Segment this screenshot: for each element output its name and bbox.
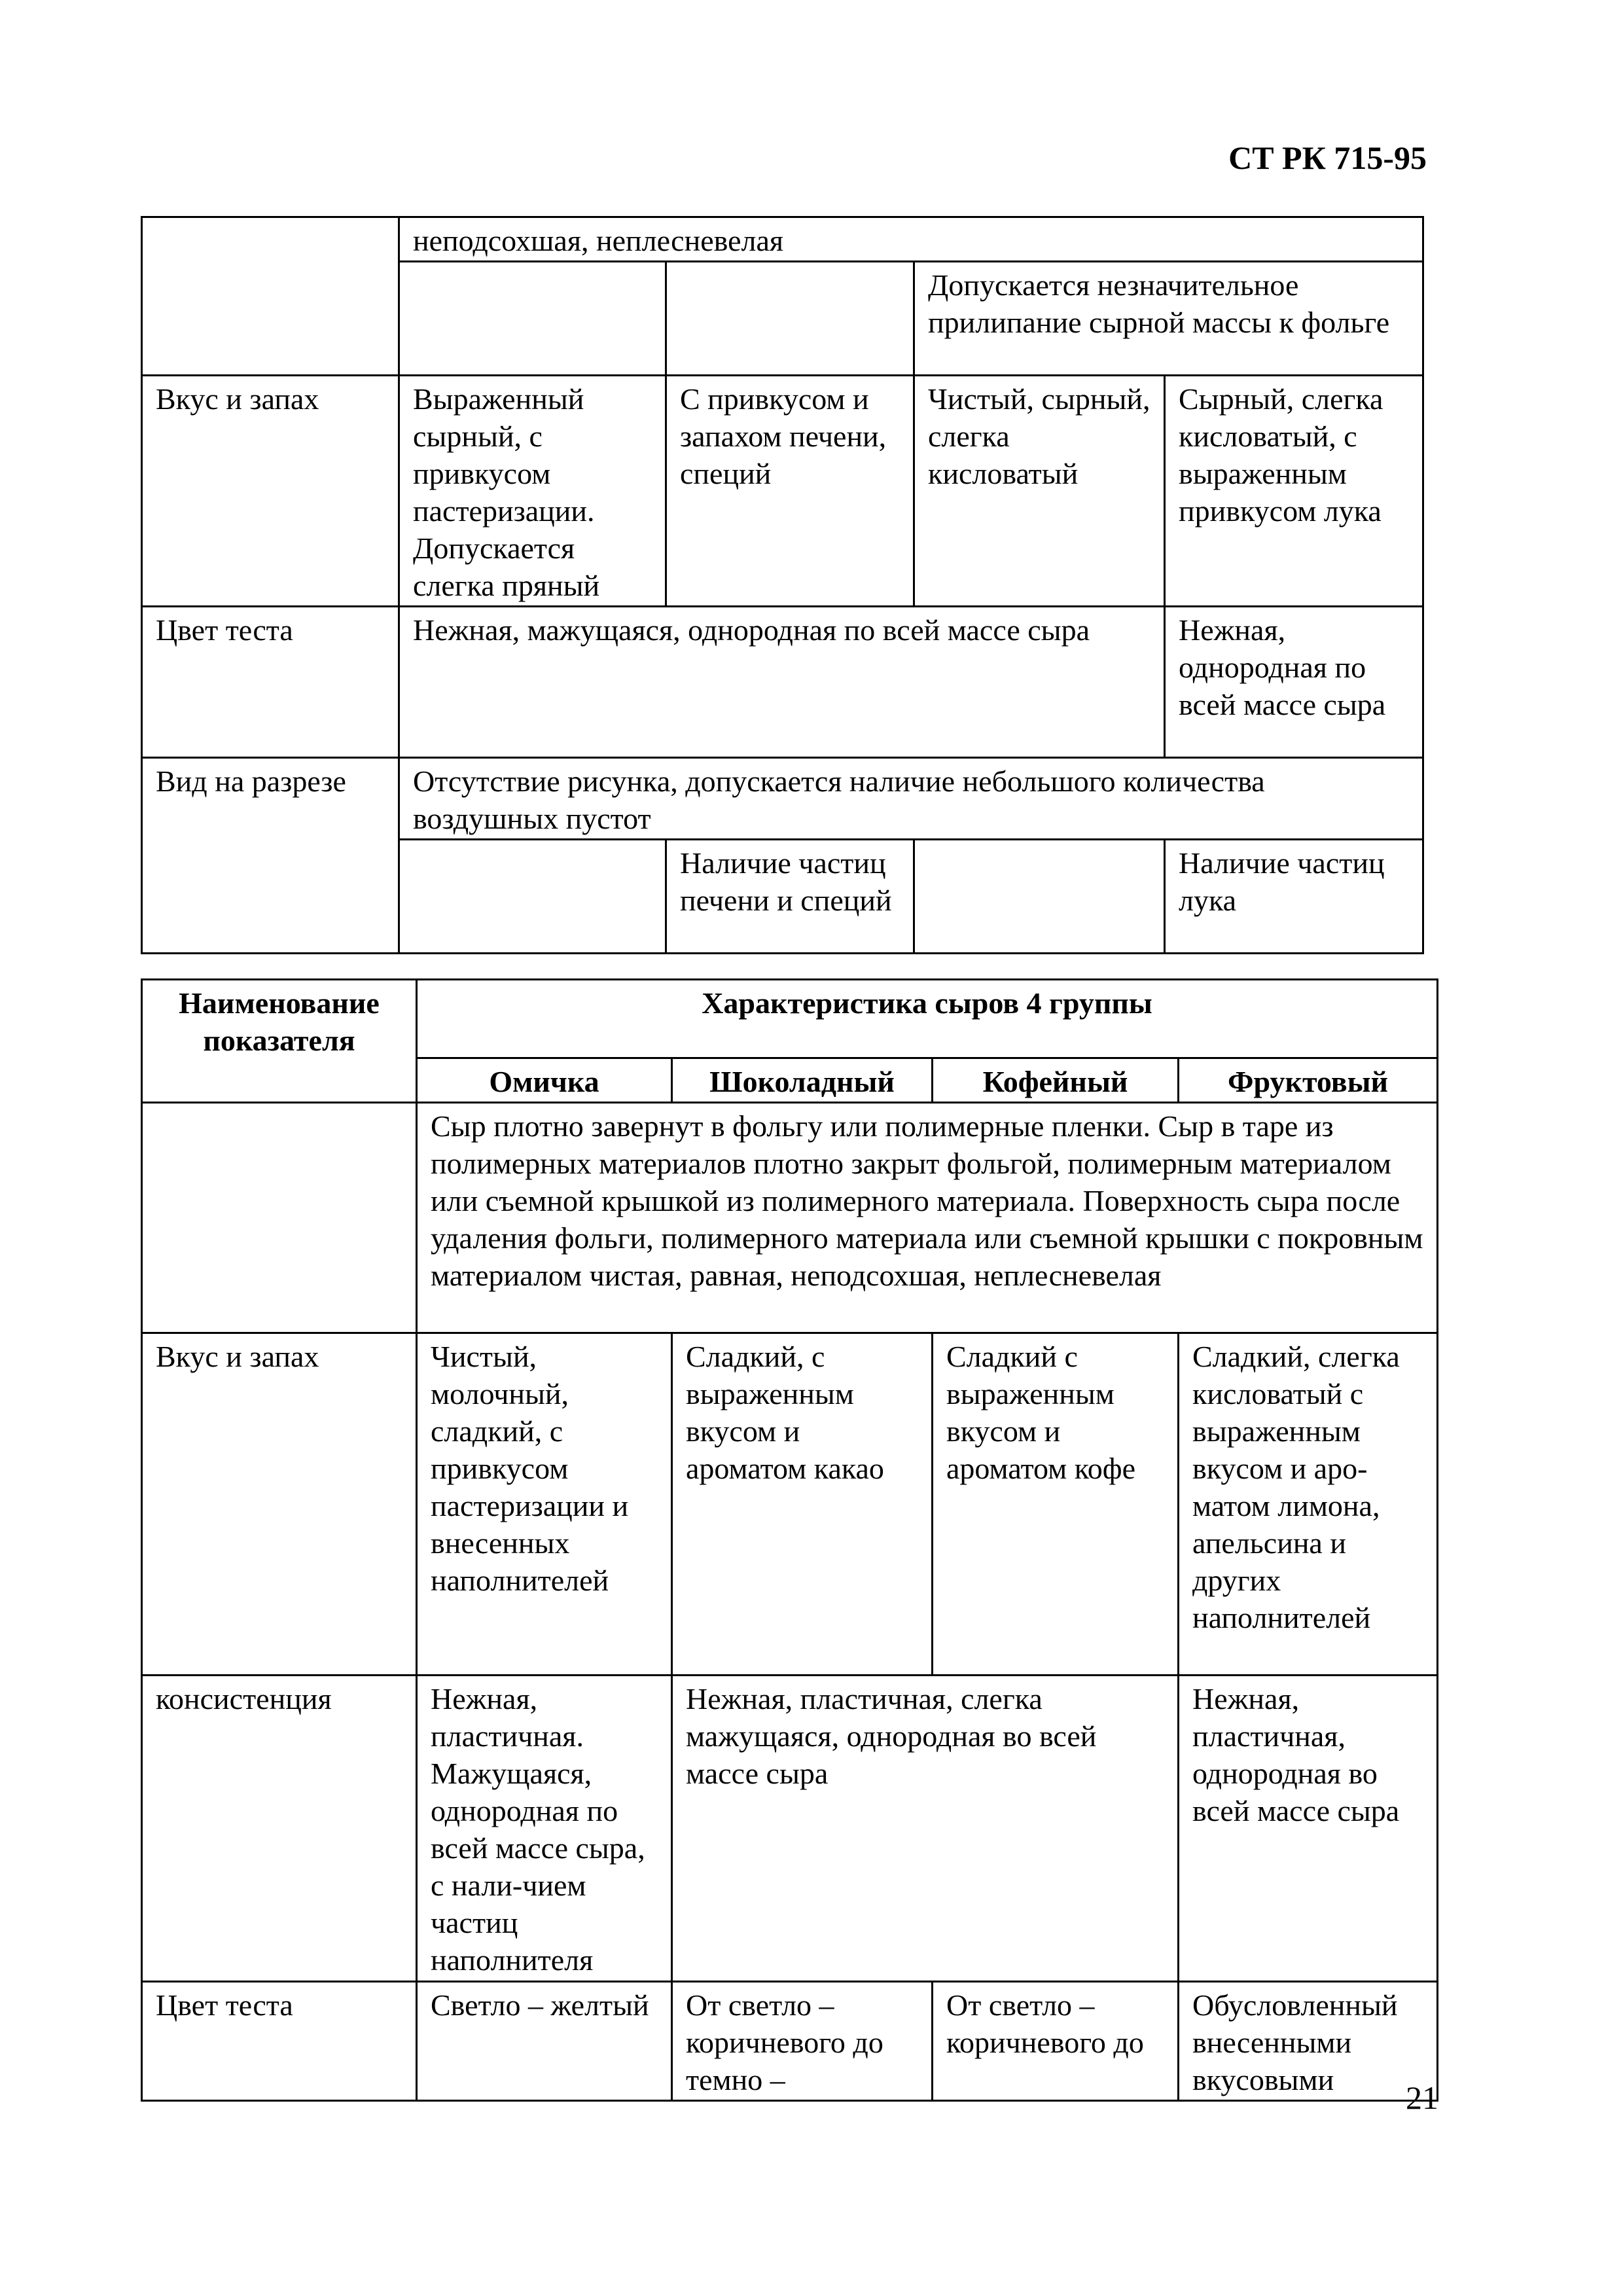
column-header: Шоколадный <box>672 1058 933 1103</box>
empty-cell <box>914 840 1165 954</box>
appearance-continued: неподсохшая, неплесневелая <box>399 217 1423 262</box>
consistency-mid: Нежная, пластичная, слегка мажущаяся, однородная во всей массе сыра <box>672 1676 1179 1982</box>
consistency-last: Нежная, пластичная, однородная во всей массе сыра <box>1179 1676 1438 1982</box>
color-cell: От светло – коричневого до темно – <box>672 1982 933 2101</box>
color-label: Цвет теста <box>142 607 399 758</box>
color-cell: Светло – желтый <box>417 1982 672 2101</box>
color-main: Нежная, мажущаяся, однородная по всей массе сыра <box>399 607 1165 758</box>
indicator-header: Наименование показателя <box>142 980 417 1103</box>
color-last: Нежная, однородная по всей массе сыра <box>1165 607 1423 758</box>
taste-cell: Чистый, молочный, сладкий, с привкусом пастеризации и внесенных наполнителей <box>417 1333 672 1676</box>
empty-cell <box>399 262 666 376</box>
color-label: Цвет теста <box>142 1982 417 2101</box>
column-header: Фруктовый <box>1179 1058 1438 1103</box>
taste-cell: Выраженный сырный, с привкусом пастеризации. Допускается слегка пряный <box>399 376 666 607</box>
foil-note: Допускается незначительное прилипание сырной массы к фольге <box>914 262 1423 376</box>
column-header: Омичка <box>417 1058 672 1103</box>
cut-liver: Наличие частиц печени и специй <box>666 840 914 954</box>
cut-onion: Наличие частиц лука <box>1165 840 1423 954</box>
cut-label: Вид на разрезе <box>142 758 399 954</box>
taste-cell: С привкусом и запахом печени, специй <box>666 376 914 607</box>
appearance-text: Сыр плотно завернут в фольгу или полимерные пленки. Сыр в таре из полимерных материалов плотно закрыт фольгой, полимерным материалом или съемной крышкой из полимерного материала. Поверхность сыра после удаления фольги, полимерного материала или съемной крышки с покровным материалом чистая, равная, неподсохшая, неплесневелая <box>417 1103 1438 1333</box>
empty-label-cell <box>142 1103 417 1333</box>
empty-cell <box>399 840 666 954</box>
empty-cell <box>666 262 914 376</box>
consistency-label: консистенция <box>142 1676 417 1982</box>
taste-cell: Чистый, сырный, слегка кисловатый <box>914 376 1165 607</box>
group-header: Характеристика сыров 4 группы <box>417 980 1438 1058</box>
empty-label-cell <box>142 217 399 376</box>
column-header: Кофейный <box>933 1058 1179 1103</box>
taste-cell: Сладкий, с выраженным вкусом и ароматом какао <box>672 1333 933 1676</box>
page-number: 21 <box>1406 2079 1438 2116</box>
taste-cell: Сладкий, слегка кисловатый с выраженным вкусом и аро-матом лимона, апельсина и других наполнителей <box>1179 1333 1438 1676</box>
table-group3-continued <box>141 216 1424 954</box>
cut-main: Отсутствие рисунка, допускается наличие небольшого количества воздушных пустот <box>399 758 1423 840</box>
color-cell: Обусловленный внесенными вкусовыми <box>1179 1982 1438 2101</box>
taste-label: Вкус и запах <box>142 1333 417 1676</box>
standard-number: СТ РК 715-95 <box>1228 139 1427 176</box>
taste-cell: Сладкий с выраженным вкусом и ароматом кофе <box>933 1333 1179 1676</box>
table-group4 <box>141 978 1438 2102</box>
color-cell: От светло – коричневого до <box>933 1982 1179 2101</box>
taste-cell: Сырный, слегка кисловатый, с выраженным привкусом лука <box>1165 376 1423 607</box>
consistency-first: Нежная, пластичная. Мажущаяся, однородная по всей массе сыра, с нали-чием частиц наполнителя <box>417 1676 672 1982</box>
taste-label: Вкус и запах <box>142 376 399 607</box>
